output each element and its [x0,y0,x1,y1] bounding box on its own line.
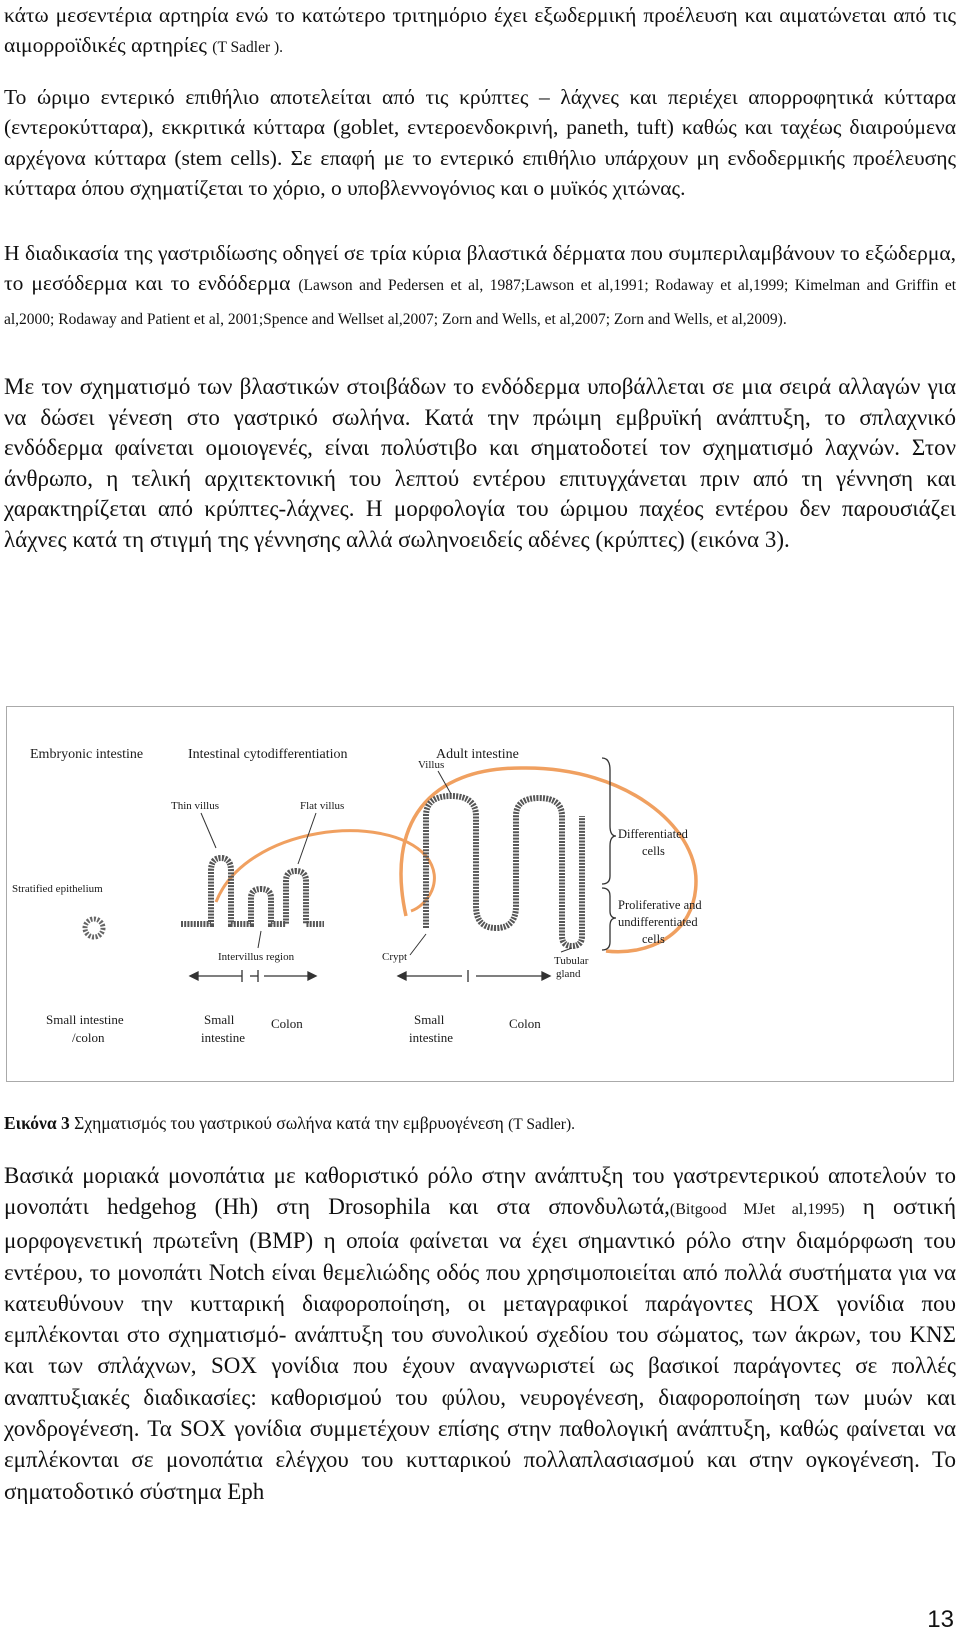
paragraph-1-citation: (T Sadler ). [212,39,284,57]
figure-3 [6,706,954,1082]
label-intervillus-region: Intervillus region [218,951,295,963]
label-thin-villus: Thin villus [171,800,219,812]
figure-3-diagram [6,706,954,1082]
caption-text: Σχηματισμός του γαστρικού σωλήνα κατά την εμβρυογένεση [69,1113,504,1133]
label-small-intestine-colon: Small intestine [46,1012,124,1027]
label-small-cyto: Small [204,1012,235,1027]
figure-caption [4,1113,956,1134]
paragraph-3 [4,238,956,335]
label-stratified-epithelium: Stratified epithelium [12,883,103,895]
label-flat-villus: Flat villus [300,800,345,812]
label-gland: gland [556,968,581,980]
label-slash-colon: /colon [72,1030,105,1045]
label-differentiated: Differentiated [618,827,688,841]
paragraph-3-references: (Lawson and Pedersen et al, 1987;Lawson et al,1991; Rodaway et al,1999; Kimelman and Griffin et al,2000; Rodaway and Patient et al, 2001;Spence and Wellset al,2007; Zorn and Wells, et al,2007; Zorn and Wells, et al,2009). [4,277,957,328]
label-intestine-adult: intestine [409,1030,454,1045]
label-differentiated-cells: cells [642,844,665,858]
figure-border [7,707,954,1082]
paragraph-5-text-b: η οστική μορφογενετική πρωτεΐνη (BMP) η οποία φαίνεται να έχει σημαντικό ρόλο στην διαμόρφωση του εντέρου, το μονοπάτι Notch είναι θεμελιώδης οδός που χρησιμοποιείται από πολλά συστήματα για να κατευθύνουν την κυτταρική διαφοροποίηση, οι μεταγραφικοί παράγοντες HOX γονίδια που εμπλέκονται στο σχηματισμό- ανάπτυξη του συνολικού σχεδίου του σώματος, των άκρων, του ΚΝΣ και των σπλάχνων, SOX γονίδια που έχουν αναγνωριστεί ως βασικοί παράγοντες σε πολλές αναπτυξιακές διαδικασίες: καθορισμού του φύλου, νευρογένεση, διαφοροποίηση των μυών και χονδρογένεση. Τα SOX γονίδια συμμετέχουν επίσης στην παθολογική ανάπτυξη, καθώς φαίνεται να εμπλέκονται σε μονοπάτια ελέγχου του κυτταρικού πολλαπλασιασμού και στην ογκογένεση. Το σηματοδοτικό σύστημα Eph [4,1194,956,1504]
paragraph-5-text-a: Βασικά μοριακά μονοπάτια με καθοριστικό ρόλο στην ανάπτυξη του γαστρεντερικού αποτελούν το μονοπάτι hedgehog (Hh) στη Drosophila και στα σπονδυλωτά, [4,1163,956,1220]
paragraph-1 [4,0,956,64]
paragraph-1-text: κάτω μεσεντέρια αρτηρία ενώ το κατώτερο τριτημόριο έχει εξωδερμική προέλευση και αιματώνεται από τις αιμορροϊδικές αρτηρίες [4,3,956,58]
caption-label: Εικόνα 3 [4,1113,70,1133]
heading-adult: Adult intestine [436,747,519,762]
paragraph-5-citation: (Bitgood MJet al,1995) [669,1201,845,1219]
label-intestine-cyto: intestine [201,1030,246,1045]
paragraph-2: Το ώριμο εντερικό επιθήλιο αποτελείται από τις κρύπτες – λάχνες και περιέχει απορροφητικά κύτταρα (εντεροκύτταρα), εκκριτικά κύτταρα (goblet, εντεροενδοκρινή, paneth, tuft) καθώς και ταχέως διαιρούμενα αρχέγονα κύτταρα (stem cells). Σε επαφή με το εντερικό επιθήλιο υπάρχουν μη ενδοδερμικής προέλευσης κύτταρα όπου σχηματίζεται το χόριο, ο υποβλεννογόνιος και ο μυϊκός χιτώνας. [4,85,956,201]
label-colon-adult: Colon [509,1016,541,1031]
label-tubular: Tubular [554,955,589,967]
paragraph-4: Με τον σχηματισμό των βλαστικών στοιβάδων το ενδόδερμα υποβάλλεται σε μια σειρά αλλαγών για να δώσει γένεση στο γαστρικό σωλήνα. Κατά την πρώιμη εμβρυϊκή ανάπτυξη, το σπλαχνικό ενδόδερμα φαίνεται ομοιογενές, είναι πολύστιβο και σηματοδοτεί τον σχηματισμό λαχνών. Στον άνθρωπο, η τελική αρχιτεκτονική του λεπτού εντέρου επιτυγχάνεται πριν από τη γέννηση και χαρακτηρίζεται από κρύπτες-λάχνες. Η μορφολογία του ώριμου παχέος εντέρου δεν παρουσιάζει λάχνες κατά τη στιγμή της γέννησης αλλά σωληνοειδείς αδένες (κρύπτες) (εικόνα 3). [4,374,956,552]
paragraph-5 [4,1160,956,1507]
label-villus: Villus [418,759,445,771]
label-proliferative-cells: cells [642,932,665,946]
caption-citation: (T Sadler). [508,1116,575,1133]
label-crypt: Crypt [382,951,408,963]
label-proliferative: Proliferative and [618,898,702,912]
heading-cytodifferentiation: Intestinal cytodifferentiation [188,747,348,762]
label-colon-cyto: Colon [271,1016,303,1031]
label-undifferentiated: undifferentiated [618,915,698,929]
page-number: 13 [927,1606,954,1633]
paragraph-3-text: Η διαδικασία της γαστριδίωσης οδηγεί σε τρία κύρια βλαστικά δέρματα που συμπεριλαμβάνουν το εξώδερμα, το μεσόδερμα και το ενδόδερμα [4,241,956,296]
heading-embryonic: Embryonic intestine [30,747,144,762]
label-small-adult: Small [414,1012,445,1027]
